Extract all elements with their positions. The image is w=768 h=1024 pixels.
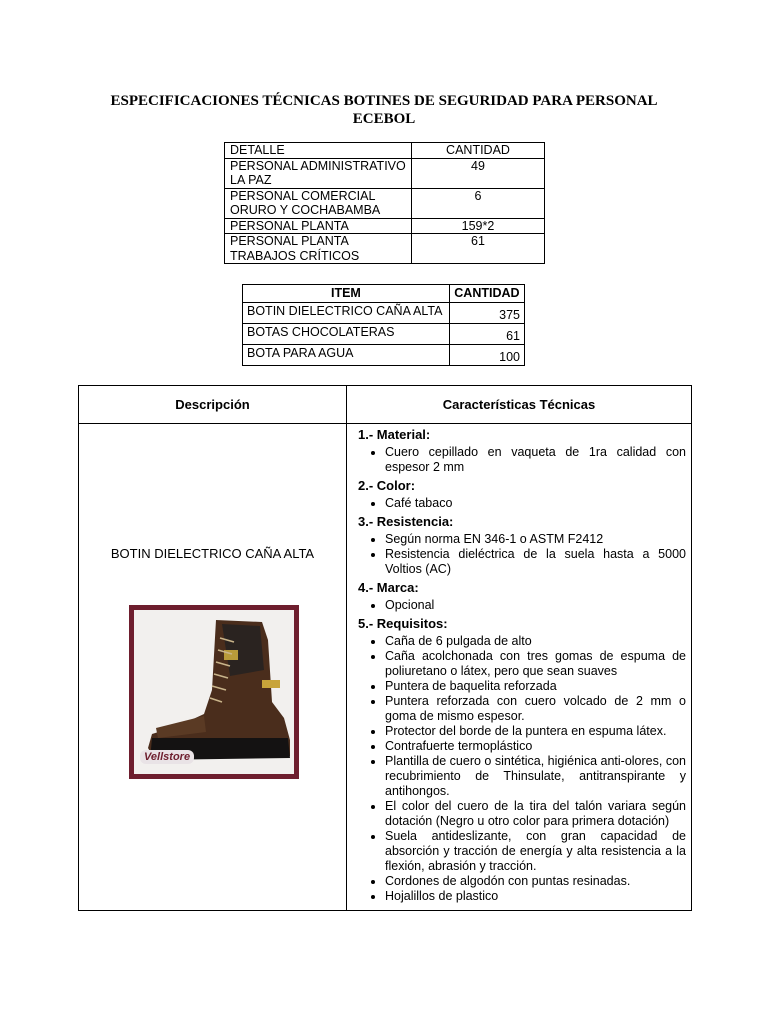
header-cantidad: CANTIDAD [449,285,524,303]
qty-cell: 100 [449,345,524,366]
items-table [242,284,525,366]
description-cell [79,424,347,911]
section-title: 5.- Requisitos: [358,616,448,631]
spec-table [78,385,692,911]
table-row [225,234,545,264]
specs-cell [347,424,692,911]
detail-cell: PERSONAL PLANTA [225,218,412,234]
detail-cell: PERSONAL ADMINISTRATIVO LA PAZ [225,158,412,188]
list-item: • Caña de 6 pulgada de alto [385,634,686,649]
table-row [225,158,545,188]
list-item: • Puntera reforzada con cuero volcado de 2 mm o goma de mismo espesor. [385,694,686,724]
table-row [225,188,545,218]
list-item: • Cuero cepillado en vaqueta de 1ra calidad con espesor 2 mm [385,445,686,475]
list-item: • Opcional [385,598,686,613]
bullet-list [355,598,686,613]
qty-cell: 159*2 [412,218,545,234]
table-row [243,324,525,345]
qty-cell: 6 [412,188,545,218]
section-title: 3.- Resistencia: [358,514,454,529]
list-item: • El color del cuero de la tira del talón variara según dotación (Negro u otro color para primera dotación) [385,799,686,829]
detail-cell: PERSONAL COMERCIAL ORURO Y COCHABAMBA [225,188,412,218]
section-title: 4.- Marca: [358,580,419,595]
table-row [243,345,525,366]
section-title: 2.- Color: [358,478,416,493]
table-header-row [243,285,525,303]
item-cell: BOTA PARA AGUA [243,345,450,366]
page-title: ESPECIFICACIONES TÉCNICAS BOTINES DE SEGURIDAD PARA PERSONAL ECEBOL [110,93,658,127]
header-caracteristicas: Características Técnicas [347,386,692,424]
list-item: • Contrafuerte termoplástico [385,739,686,754]
header-descripcion: Descripción [79,386,347,424]
list-item: • Resistencia dieléctrica de la suela hasta a 5000 Voltios (AC) [385,547,686,577]
table-row [79,424,692,911]
boot-photo [129,605,299,779]
store-logo: Vellstore [140,750,194,764]
bullet-list [355,634,686,904]
qty-cell: 61 [412,234,545,264]
qty-cell: 61 [449,324,524,345]
table-row [225,218,545,234]
item-cell: BOTIN DIELECTRICO CAÑA ALTA [243,303,450,324]
list-item: • Protector del borde de la puntera en espuma látex. [385,724,686,739]
table-header-row [79,386,692,424]
item-name: BOTIN DIELECTRICO CAÑA ALTA [110,546,315,561]
list-item: • Cordones de algodón con puntas resinadas. [385,874,686,889]
header-item: ITEM [243,285,450,303]
list-item: • Café tabaco [385,496,686,511]
bullet-list [355,496,686,511]
list-item: • Caña acolchonada con tres gomas de espuma de poliuretano o látex, pero que sean suaves [385,649,686,679]
table-header-row [225,143,545,159]
qty-cell: 49 [412,158,545,188]
bullet-list [355,445,686,475]
item-cell: BOTAS CHOCOLATERAS [243,324,450,345]
header-cantidad: CANTIDAD [412,143,545,159]
table-row [243,303,525,324]
list-item: • Hojalillos de plastico [385,889,686,904]
list-item: • Puntera de baquelita reforzada [385,679,686,694]
detail-cell: PERSONAL PLANTA TRABAJOS CRÍTICOS [225,234,412,264]
list-item: • Suela antideslizante, con gran capacidad de absorción y tracción de energía y alta resistencia a la flexión, abrasión y tracción. [385,829,686,874]
bullet-list [355,532,686,577]
header-detalle: DETALLE [225,143,412,159]
section-title: 1.- Material: [358,427,431,442]
qty-cell: 375 [449,303,524,324]
list-item: • Según norma EN 346-1 o ASTM F2412 [385,532,686,547]
list-item: • Plantilla de cuero o sintética, higiénica anti-olores, con recubrimiento de Thinsulate, antitranspirante y antihongos. [385,754,686,799]
personnel-table [224,142,545,264]
